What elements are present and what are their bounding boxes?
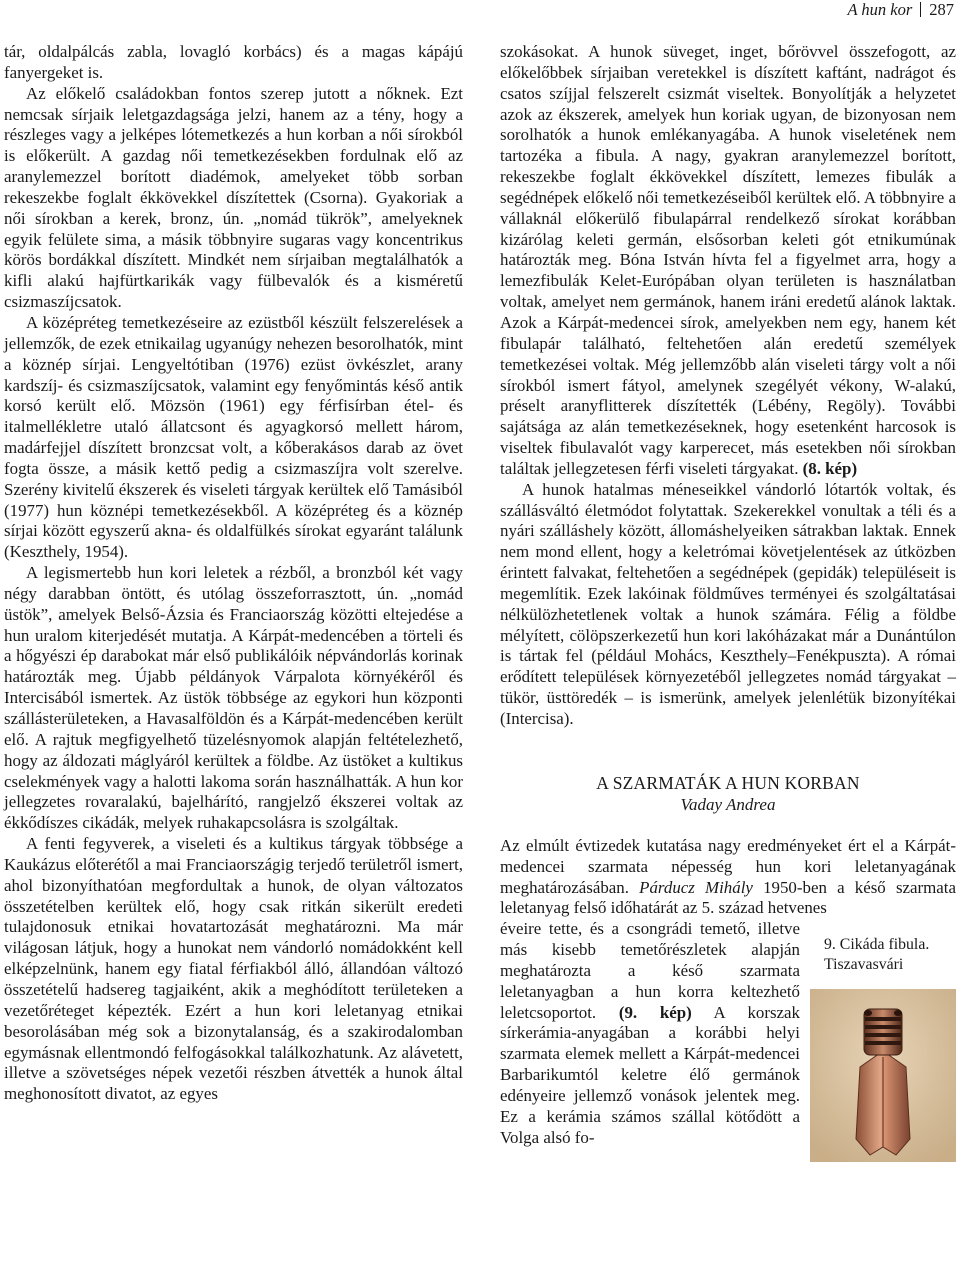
paragraph-text: A korszak sírkerámia-anyagában a korábbi helyi szarmata elemek mellett a Kárpát-medencei Barbarikumtól keletre élő germánok edényeire jellemző vonások jelentek meg. Ez a kerámia számos szállal kötődött a Volga alsó fo- [500, 1002, 800, 1147]
cicada-fibula-image [810, 989, 956, 1162]
figure-reference: (9. kép) [618, 1002, 692, 1022]
right-column [500, 42, 956, 1168]
paragraph: Az előkelő családokban fontos szerep jutott a nőknek. Ezt nemcsak sírjaik leletgazdagsága jelzi, hanem az a tény, hogy a részleges vagy a jelképes lótemetkezés a hun korban a női sírokból is előkerült. A gazdag női temetkezésekben fordulnak elő az aranylemezzel borított diadémok, amelyeket több sorban rekeszekbe foglalt ékkövekkel díszítettek (Csorna). Gyakoriak a női sírokban a kerek, bronz, ún. „nomád tükrök”, amelyeknek egyik felülete sima, a másik többnyire sugaras vagy koncentrikus körös bordákkal díszített. Mindkét nem sírjaiban megtalálhatók a kifli alakú hajfürtkarikák vagy fülbevalók és a kisméretű csizmaszíjcsatok. [4, 83, 463, 312]
section-header [500, 772, 956, 816]
figure-caption-line: 9. Cikáda fibula. [824, 936, 930, 954]
paragraph: tár, oldalpálcás zabla, lovagló korbács) és a magas kápájú fanyergeket is. [4, 42, 463, 82]
author-name: Párducz Mihály [639, 877, 753, 897]
paragraph-text: Az elmúlt évtizedek kutatása nagy eredményeket ért el a Kárpát-medencei szarmata népesség hun kori leletanyagának meghatározásában. [500, 835, 956, 897]
paragraph [500, 836, 956, 919]
left-column [4, 42, 463, 1105]
header-separator [920, 2, 921, 17]
paragraph: A fenti fegyverek, a viseleti és a kultikus tárgyak többsége a Kaukázus előterétől a mai Franciaországig terjedő területről ismert, ahol bizonyíthatóan megfordultak a hunok, de olyan változatos összetételben kerültek elő, hogy csak ritkán sikerült eredeti tulajdonosuk etnikai hovatartozását meghatározni. Ma már világosan látjuk, hogy a hunokat nem vándorló nomádokként kell elképzelnünk, hanem egy fiatal férfiakból álló, állandóan változó összetételű hadsereg tagjaiként, akik a meghódított területeken a vezetőréteget képezték. Ezért a hun kori leletanyag etnikai besorolásában még sok a bizonytalanság, és a szakirodalomban egymásnak ellentmondó felfogásokkal találkozhatunk. Az alávetett, illetve a szövetséges népek vezetői részben átvették a hunok által meghonosított divatot, az egyes [4, 834, 463, 1104]
figure-caption [810, 919, 956, 975]
section-heading: A SZARMATÁK A HUN KORBAN [596, 772, 860, 793]
paragraph [500, 42, 956, 480]
page-number: 287 [929, 0, 954, 19]
paragraph: A legismertebb hun kori leletek a rézből, a bronzból két vagy négy darabban öntött, és utólag összeforrasztott, ún. „nomád üstök”, amelyek Belső-Ázsia és Franciaország közötti eltejedése a hun uralom kiterjedését mutatja. A Kárpát-medencében a törteli és a hőgyészi ép darabokat már első publikálóik népvándorlás korinak határozták meg. Újabb példányok Várpalota környékéről és Intercisából ismertek. Az üstök többsége az egykori hun központi szállásterületeken, a Havasalföldön és a Kárpát-medencében került elő. A rajtuk megfigyelhető tüzelésnyomok alapján feltételezhető, hogy az áldozati máglyáról kerültek a földbe. Az üstöket a kultikus cselekmények vagy a halotti lakoma során használhatták. A hun kor jellegzetes rovaralakú, bajelhárító, rangjelző ékszerei voltak az ékkődíszes cikádák, melyek ruhakapcsolásra is szolgáltak. [4, 563, 463, 833]
section-author: Vaday Andrea [680, 794, 776, 814]
figure [810, 919, 956, 1168]
running-header-title: A hun kor [847, 0, 913, 19]
figure-reference: (8. kép) [802, 458, 858, 478]
paragraph: A középréteg temetkezéseire az ezüstből készült felszerelések a jellemzők, de ezek etnikailag ugyanúgy nehezen besorolhatók, mint a köznép sírjai. Lengyeltótiban (1976) ezüst övkészlet, arany kardszíj- és csizmaszíjcsatok, valamint egy fenyőmintás késő antik korsó került elő. Mözsön (1961) egy férfisírban étel- és italmellékletre utaló állatcsont és agyagkorsó mellett három, madárfejjel díszített bronzcsat volt, a kőberakásos darab az övet fogta össze, a másik kettő pedig a csizmaszíjra volt szerelve. Szerény kivitelű ékszerek és viseleti tárgyak kerültek elő Tamásiból (1977) hun köznépi temetkezésekből. A középréteg és a köznép sírjai között egyszerű akna- és oldalfülkés sírokat egyaránt találunk (Keszthely, 1954). [4, 312, 463, 562]
paragraph-text: szokásokat. A hunok süveget, inget, bőrövvel összefogott, az előkelőbbek sírjaiban veretekkel is díszített kaftánt, nadrágot és csatos szíjjal felszerelt csizmát viseltek. Bonyolítják a helyzetet azok az ékszerek, amelyek hun koriak ugyan, de bizonyosan nem sorolhatók a hunok emlékanyagába. A hunok viseletének nem tartozéka a fibula. A nagy, gyakran aranylemezzel borított, rekeszekbe foglalt ékkövekkel díszített, lemezes fibulák a segédnépek előkelő női temetkezéseiből kerültek elő. A többnyire a vállaknál előkerülő fibulapárral rendelkező sírokat korábban kizárólag keleti germán, elsősorban keleti gót etnikumúnak határozták meg. Bóna István hívta fel a figyelmet arra, hogy a lemezfibulák Kelet-Európában olyan területen is használatban voltak, amelyet nem germánok, hanem iráni eredetű alánok laktak. Azok a Kárpát-medencei sírok, amelyekben nem egy, hanem két fibulapár található, feltehetően alán eredetű személyek temetkezései voltak. Még jellemzőbb alán viseleti tárgy volt a női sírokból ismert fátyol, amelynek szegélyét vékony, W-alakú, préselt aranyflitterek díszítették (Lébény, Regöly). További sajátsága az alán temetkezéseknek, hogy esetenként harcosok is viseltek fibulavalót vagy karperecet, más esetekben női sírokban találtak jellegzetesen férfi viseleti tárgyakat. [500, 42, 956, 478]
paragraph: A hunok hatalmas méneseikkel vándorló lótartók voltak, és szállásváltó életmódot folytattak. Szekerekkel vonultak a téli és a nyári szálláshely között, állomáshelyeiken sátrakban laktak. Ennek nem mond ellent, hogy a keletrómai követjelentések az útközben érintett falvakat, feltehetően a segédnépek (gepidák) településeit is megemlítik. Ezek lakóinak földműves terményei és szolgáltatásai nélkülözhetetlenek voltak a hunok számára. Félig a földbe mélyített, cölöpszerkezetű hun kori lakóházakat már a Dunántúlon is tártak fel (például Mohács, Keszthely–Fenékpuszta). A római erődített települések környezetéből jellegzetes nomád tárgyakat – tükör, üsttöredék – is ismerünk, amelyek jelenlétük bizonyítékai (Intercisa). [500, 479, 956, 728]
paragraph-text: 1950-ben a késő szarmata leletanyag felső időhatárát az 5. század hetvenes [500, 877, 956, 918]
running-header [847, 0, 954, 20]
paragraph-text: éveire tette, és a csongrádi temető, illetve más kisebb temetőrészletek alapján meghatározta a késő szarmata leletanyagban a hun korra keltezhető leletcsoportot. [500, 919, 800, 1022]
figure-caption-line: Tiszavasvári [824, 956, 904, 974]
